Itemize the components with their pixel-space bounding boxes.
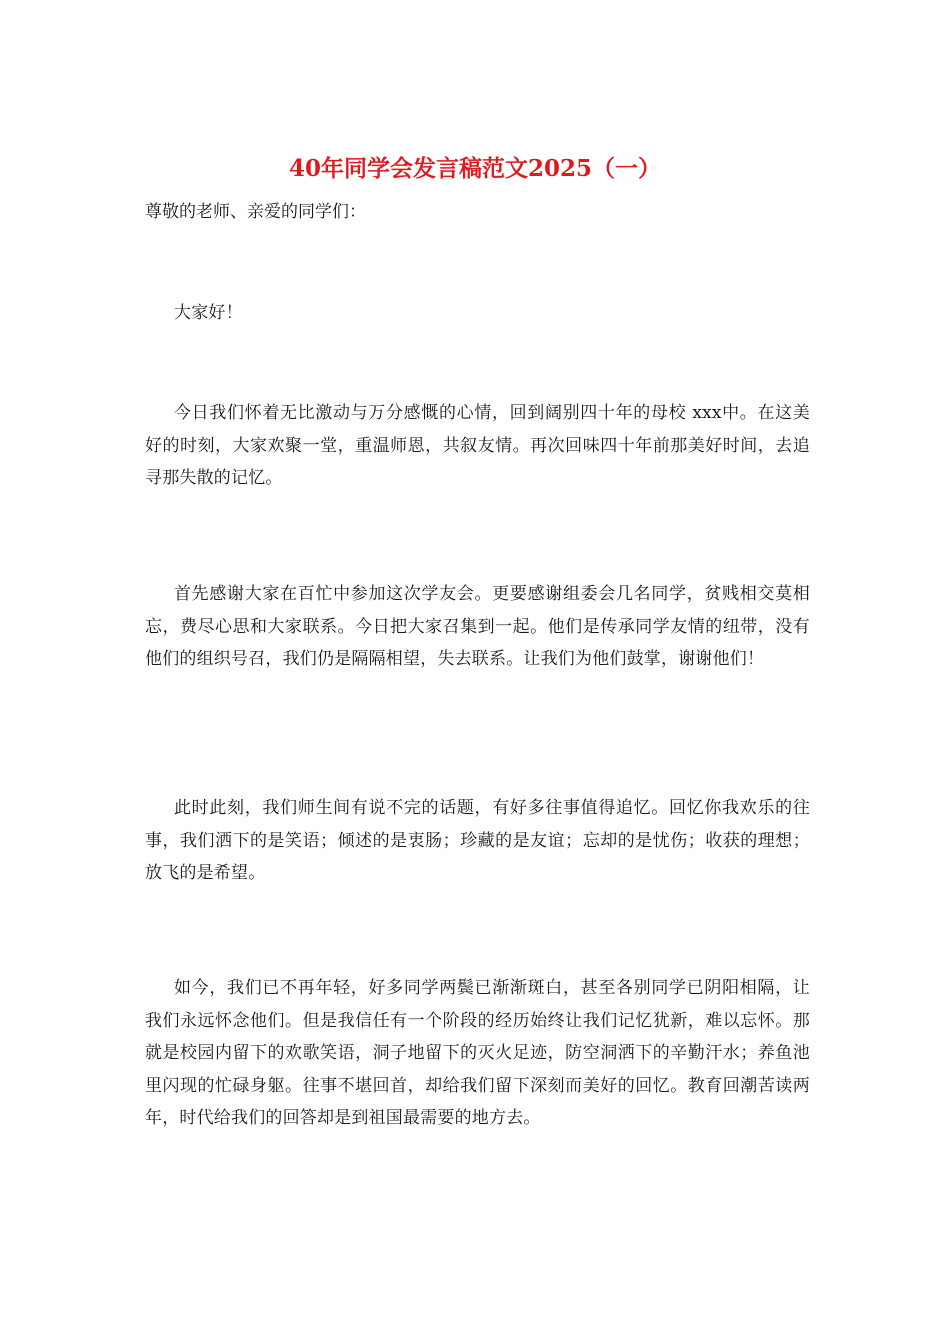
salutation: 尊敬的老师、亲爱的同学们： — [145, 202, 366, 222]
paragraph-opening: 今日我们怀着无比激动与万分感慨的心情，回到阔别四十年的母校 xxx中。在这美好的时刻，大家欢聚一堂，重温师恩，共叙友情。再次回味四十年前那美好时间，去追寻那失散的记忆。 — [145, 403, 810, 488]
paragraph-memories: 此时此刻，我们师生间有说不完的话题，有好多往事值得追忆。回忆你我欢乐的往事，我们洒下的是笑语；倾述的是衷肠；珍藏的是友谊；忘却的是忧伤；收获的理想；放飞的是希望。 — [145, 798, 810, 883]
paragraph-greeting: 大家好！ — [174, 303, 243, 323]
paragraph-thanks: 首先感谢大家在百忙中参加这次学友会。更要感谢组委会几名同学，贫贱相交莫相忘，费尽心思和大家联系。今日把大家召集到一起。他们是传承同学友情的纽带，没有他们的组织号召，我们仍是隔隔相望，失去联系。让我们为他们鼓掌，谢谢他们！ — [145, 584, 810, 669]
document-title: 40年同学会发言稿范文2025（一） — [288, 155, 662, 182]
paragraph-reflection: 如今，我们已不再年轻，好多同学两鬓已渐渐斑白，甚至各别同学已阴阳相隔，让我们永远怀念他们。但是我信任有一个阶段的经历始终让我们记忆犹新，难以忘怀。那就是校园内留下的欢歌笑语，洞子地留下的灭火足迹，防空洞洒下的辛勤汗水；养鱼池里闪现的忙碌身躯。往事不堪回首，却给我们留下深刻而美好的回忆。教育回潮苦读两年，时代给我们的回答却是到祖国最需要的地方去。 — [145, 978, 810, 1128]
